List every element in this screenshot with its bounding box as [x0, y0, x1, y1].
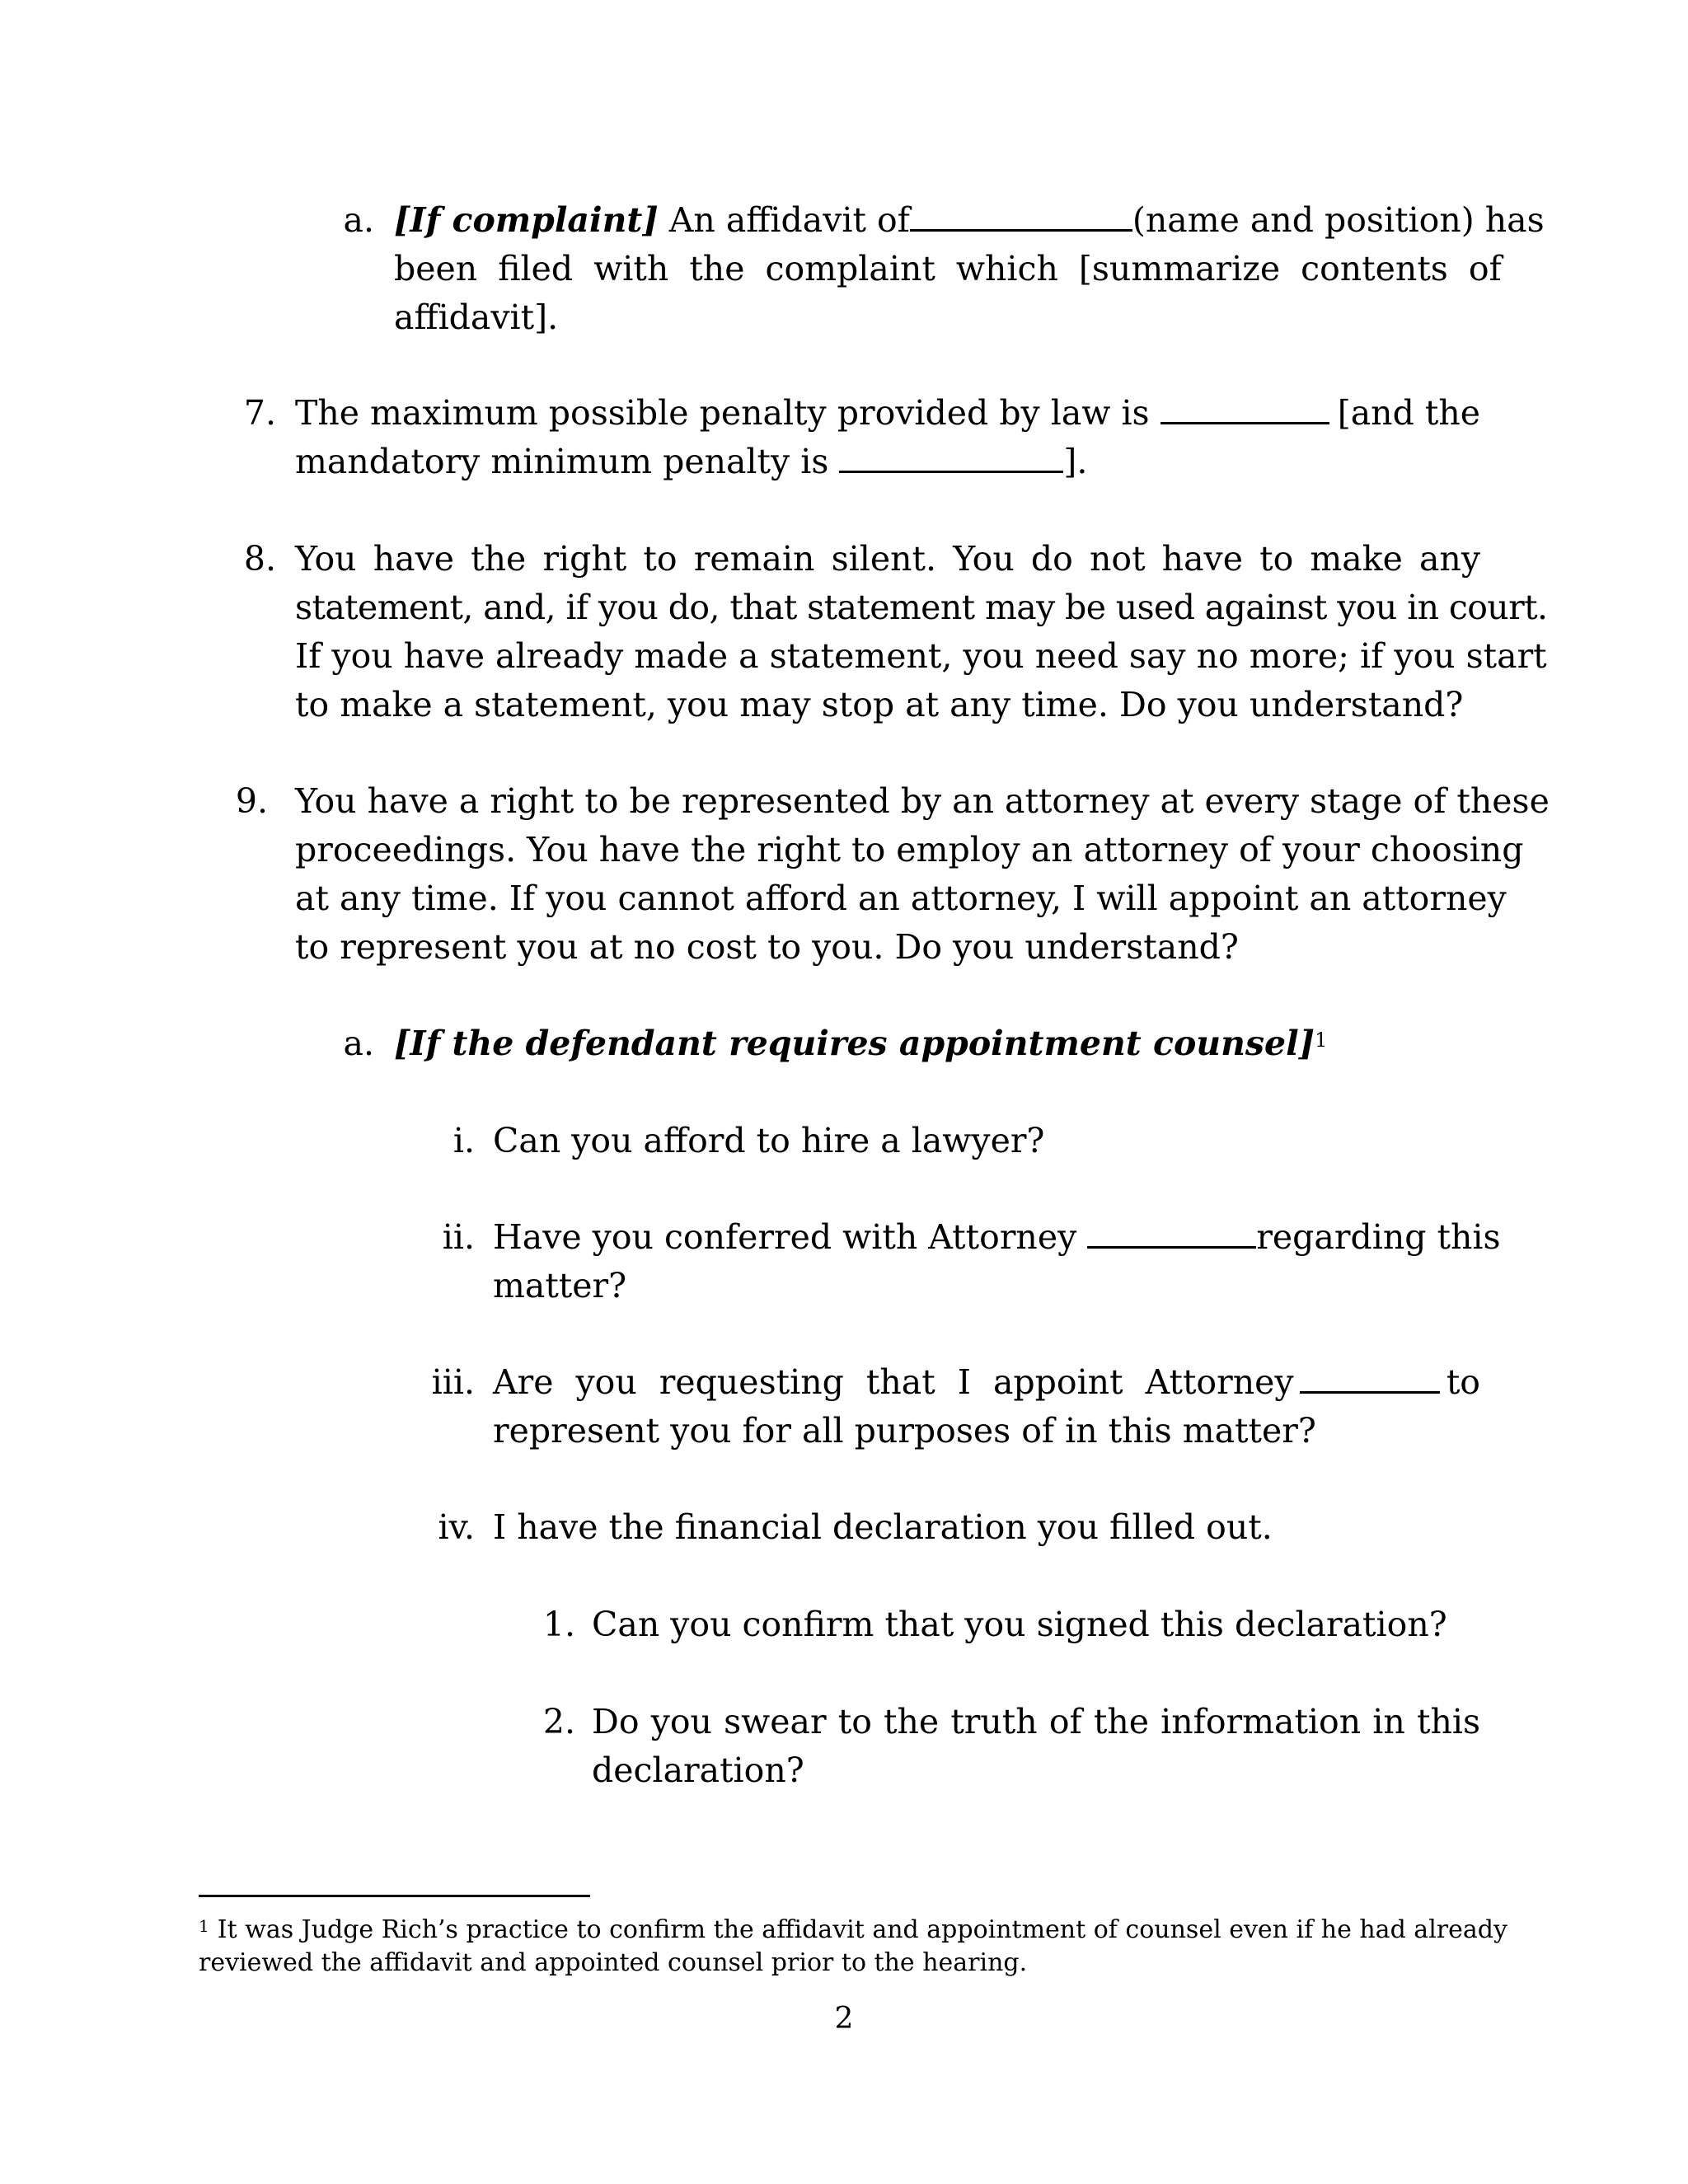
num-1-marker: 1. [542, 1605, 575, 1644]
sub-i-text: Can you afford to hire a lawyer? [493, 1121, 1045, 1160]
sub-ii-line-1-left [493, 1213, 1256, 1262]
sub-iii-line-1 [493, 1358, 1480, 1407]
item-a-line-3: affidavit]. [394, 298, 559, 337]
min-penalty-blank[interactable] [839, 438, 1063, 473]
footnote-line-2: reviewed the affidavit and appointed counsel prior to the hearing. [199, 1948, 1028, 1977]
item-a-line-1-before: An affidavit of [668, 200, 910, 240]
sub-ii-line-1-after: regarding this [1256, 1217, 1501, 1257]
item-9-marker: 9. [235, 781, 268, 821]
footnote-ref[interactable]: 1 [1315, 1029, 1328, 1052]
sub-iii-line-1-before: Are you requesting that I appoint Attorney [493, 1362, 1294, 1402]
item-8-line-1: You have the right to remain silent. You do not have to make any [295, 539, 1480, 579]
sub-iii-line-2: represent you for all purposes of in this matter? [493, 1411, 1316, 1451]
item-a-line-1-left [394, 196, 1132, 245]
item-8-marker: 8. [243, 539, 276, 579]
num-1-text: Can you confirm that you signed this declaration? [592, 1605, 1447, 1644]
sub-iv-text: I have the financial declaration you filled out. [493, 1507, 1273, 1547]
item-7-line-1-before: The maximum possible penalty provided by law is [295, 393, 1150, 433]
item-9-line-1: You have a right to be represented by an attorney at every stage of these [295, 781, 1550, 821]
item-7-marker: 7. [243, 393, 276, 433]
item-9-line-3: at any time. If you cannot afford an attorney, I will appoint an attorney [295, 879, 1507, 918]
item-a-line-1 [394, 196, 1545, 245]
num-2-line-1: Do you swear to the truth of the information in this [592, 1702, 1480, 1741]
sub-iii-line-1-after: to [1446, 1362, 1480, 1402]
item-9-line-4: to represent you at no cost to you. Do you understand? [295, 927, 1239, 967]
sub-ii-marker: ii. [442, 1217, 475, 1257]
item-7-line-2-after: ]. [1063, 442, 1088, 481]
item-7-line-2-before: mandatory minimum penalty is [295, 442, 829, 481]
num-2-line-2: declaration? [592, 1750, 804, 1790]
sub-ii-line-1-before: Have you conferred with Attorney [493, 1217, 1077, 1257]
item-a-lead: [If complaint] [394, 200, 659, 240]
item-7-line-1 [295, 389, 1480, 438]
conferred-attorney-blank[interactable] [1087, 1213, 1256, 1249]
num-2-marker: 2. [542, 1702, 575, 1741]
item-7-line-2 [295, 438, 1087, 486]
sub-ii-line-2: matter? [493, 1266, 627, 1305]
item-8-line-2: statement, and, if you do, that statement may be used against you in court. [295, 588, 1548, 627]
footnote-number: 1 [199, 1916, 209, 1936]
item-a2-heading-line [394, 1019, 1327, 1068]
item-7-line-1-after: [and the [1337, 393, 1480, 433]
footnote-separator [199, 1895, 590, 1897]
item-8-line-3: If you have already made a statement, you need say no more; if you start [295, 636, 1547, 676]
sub-i-marker: i. [452, 1121, 475, 1160]
footnote-line-1 [199, 1914, 1507, 1947]
appointment-counsel-heading: [If the defendant requires appointment counsel] [394, 1024, 1315, 1063]
footnote-line-1-text: It was Judge Rich’s practice to confirm the affidavit and appointment of counsel even if he had already [217, 1915, 1507, 1944]
item-8-line-4: to make a statement, you may stop at any time. Do you understand? [295, 685, 1464, 724]
item-a2-marker: a. [343, 1024, 374, 1063]
item-9-line-2: proceedings. You have the right to employ an attorney of your choosing [295, 830, 1524, 869]
page-number: 2 [834, 2002, 854, 2036]
appoint-attorney-blank[interactable] [1300, 1358, 1440, 1394]
item-a-line-1-after: (name and position) has [1132, 200, 1545, 240]
affiant-name-blank[interactable] [910, 196, 1132, 232]
sub-iv-marker: iv. [438, 1507, 475, 1547]
item-a-line-2: been filed with the complaint which [summarize contents of [394, 249, 1502, 288]
sub-ii-line-1 [493, 1213, 1501, 1262]
item-7-line-1-left [295, 389, 1329, 438]
sub-iii-marker: iii. [431, 1362, 475, 1402]
max-penalty-blank[interactable] [1160, 389, 1329, 424]
item-a-marker: a. [343, 200, 374, 240]
